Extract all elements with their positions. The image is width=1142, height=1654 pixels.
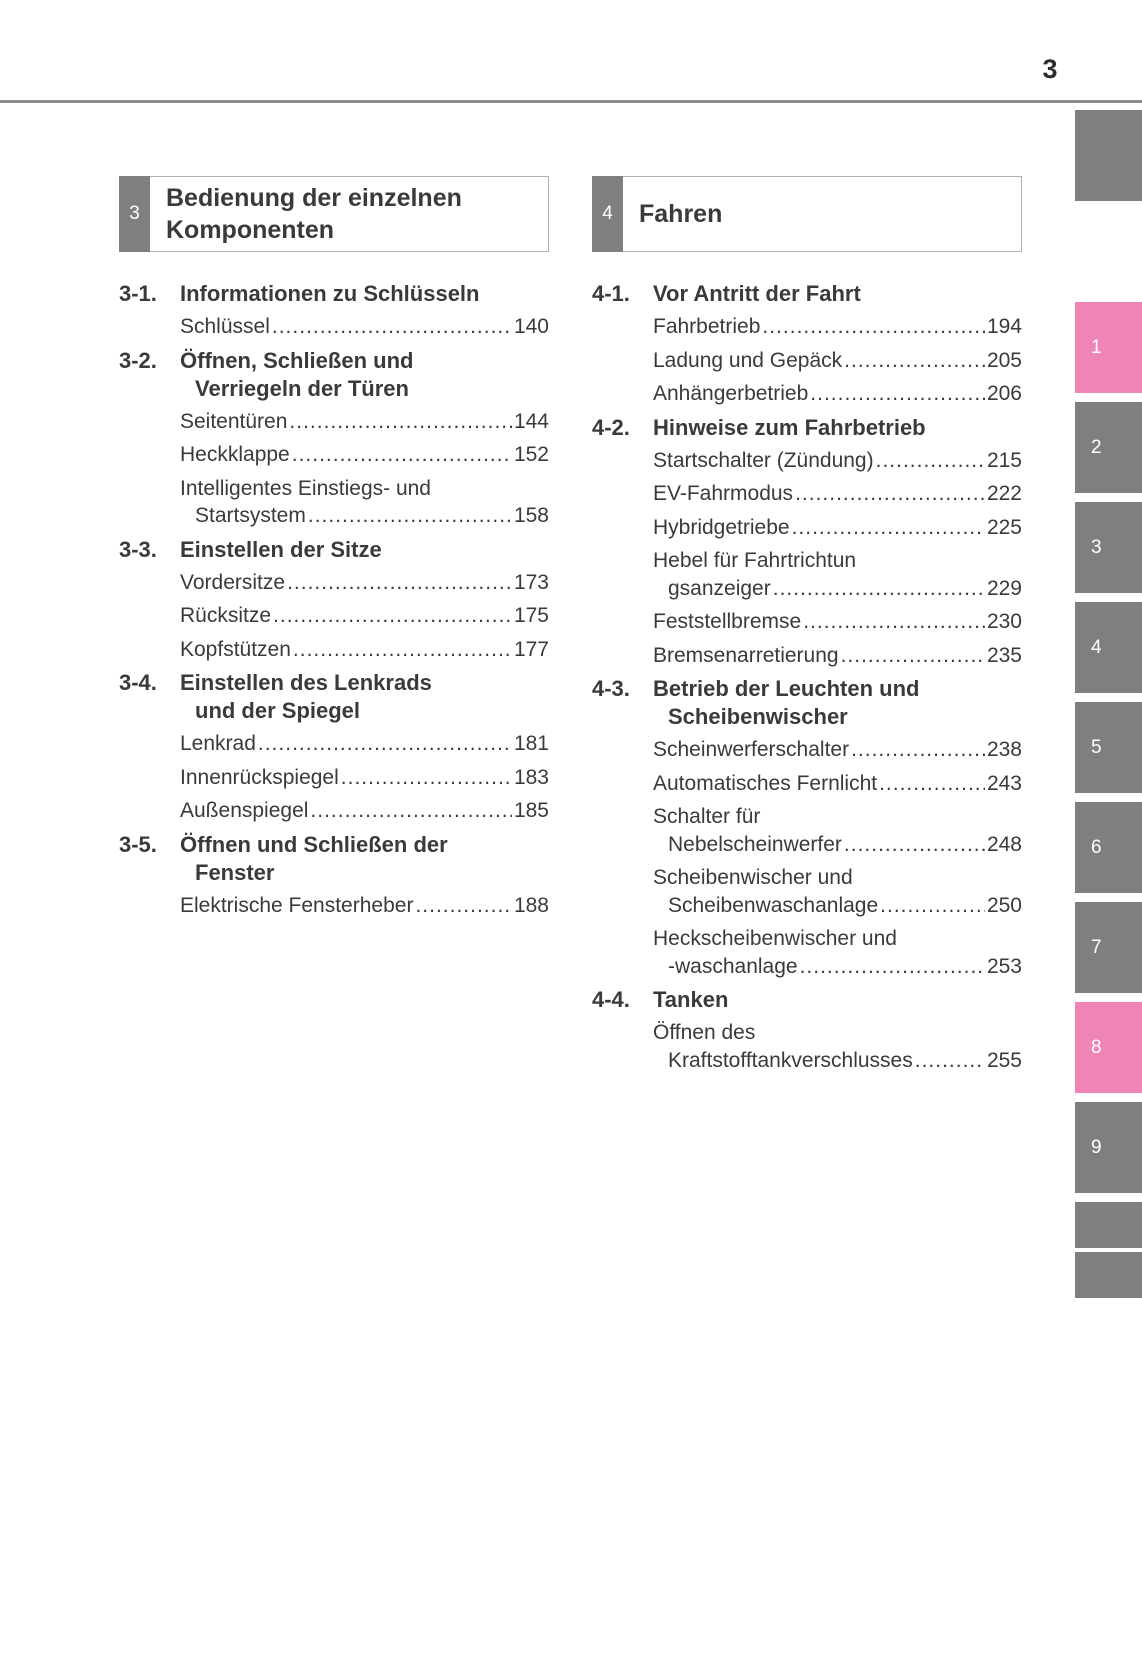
tab-label: 8 — [1091, 1036, 1102, 1058]
toc-entry[interactable] — [653, 925, 1022, 980]
tab-label: 1 — [1091, 336, 1102, 358]
dot-leader — [293, 636, 512, 664]
toc-entry[interactable] — [180, 797, 549, 825]
toc-entry[interactable] — [653, 480, 1022, 508]
toc-entry[interactable] — [653, 770, 1022, 798]
chapter-tab-blank[interactable] — [1075, 1252, 1142, 1298]
entry-page-number: 230 — [986, 610, 1022, 633]
entry-text: Rücksitze — [180, 604, 272, 627]
toc-entry[interactable] — [180, 569, 549, 597]
section-number: 4-3. — [592, 676, 630, 701]
entry-page-number: 158 — [513, 504, 549, 527]
toc-entry[interactable] — [653, 1019, 1022, 1074]
chapter-tab-8[interactable] — [1075, 1002, 1142, 1093]
entry-text: Außenspiegel — [180, 799, 309, 822]
chapter-tab-4[interactable] — [1075, 602, 1142, 693]
section-title-line: Einstellen des Lenkrads — [180, 670, 432, 695]
entry-text: Nebelscheinwerfer — [668, 832, 842, 856]
chapter-column-3 — [119, 176, 549, 925]
entry-page-number: 185 — [513, 799, 549, 822]
chapter-title: Bedienung der einzelnen Komponenten — [166, 184, 462, 244]
section-heading[interactable] — [119, 347, 549, 403]
entry-text: Kopfstützen — [180, 637, 291, 661]
toc-entry[interactable] — [653, 608, 1022, 636]
entry-text-line: Intelligentes Einstiegs- und — [180, 476, 431, 500]
dot-leader — [415, 892, 512, 920]
entry-text: gsanzeiger — [668, 576, 771, 600]
chapter-title: Fahren — [639, 200, 723, 228]
dot-leader — [795, 480, 985, 508]
section-heading[interactable] — [592, 675, 1022, 731]
toc-entry[interactable] — [180, 475, 549, 530]
toc-entry[interactable] — [180, 602, 549, 630]
entry-text-line: Schalter für — [653, 805, 761, 828]
dot-leader — [308, 502, 512, 530]
entry-text: Bremsenarretierung — [653, 643, 839, 667]
dot-leader — [792, 514, 985, 542]
chapter-header — [592, 176, 1022, 252]
dot-leader — [287, 569, 512, 597]
dot-leader — [851, 736, 985, 764]
section-title — [180, 536, 549, 564]
dot-leader — [292, 441, 512, 469]
entry-page-number: 225 — [986, 515, 1022, 539]
dot-leader — [915, 1047, 985, 1075]
toc-entry[interactable] — [653, 642, 1022, 670]
entry-text-line: Heckscheibenwischer und — [653, 927, 897, 950]
toc-section — [119, 280, 549, 341]
dot-leader — [341, 764, 512, 792]
entry-text: Seitentüren — [180, 409, 288, 433]
section-title — [653, 280, 1022, 308]
dot-leader — [258, 730, 512, 758]
dot-leader — [880, 892, 985, 920]
tab-label: 6 — [1091, 836, 1102, 858]
entry-page-number: 222 — [986, 482, 1022, 505]
dot-leader — [272, 313, 512, 341]
top-rule — [0, 100, 1142, 103]
entry-text: Scheinwerferschalter — [653, 738, 850, 761]
entry-page-number: 235 — [986, 643, 1022, 667]
section-number: 4-2. — [592, 414, 630, 440]
section-title-line: Informationen zu Schlüsseln — [180, 281, 480, 306]
entry-page-number: 248 — [986, 832, 1022, 856]
dot-leader — [762, 313, 985, 341]
entry-page-number: 181 — [513, 732, 549, 755]
section-title — [653, 414, 1022, 442]
toc-entry[interactable] — [180, 764, 549, 792]
dot-leader — [844, 831, 985, 859]
chapter-tab-3[interactable] — [1075, 502, 1142, 593]
entry-page-number: 152 — [513, 443, 549, 466]
section-title-continuation: Scheibenwischer — [668, 704, 848, 729]
section-title — [180, 831, 549, 887]
section-number: 3-3. — [119, 536, 157, 562]
entry-page-number: 206 — [986, 382, 1022, 405]
section-number: 3-2. — [119, 347, 157, 373]
dot-leader — [800, 953, 985, 981]
chapter-number-badge: 3 — [119, 176, 150, 252]
entry-text-line: Scheibenwischer und — [653, 866, 853, 889]
section-number: 4-1. — [592, 281, 630, 306]
section-title-continuation: Fenster — [195, 859, 275, 885]
entry-text: Schlüssel — [180, 315, 270, 338]
entry-text: Kraftstofftankverschlusses — [668, 1048, 913, 1072]
section-heading[interactable] — [592, 414, 1022, 442]
toc-entry[interactable] — [653, 736, 1022, 764]
section-title-line: Tanken — [653, 987, 729, 1012]
entry-page-number: 255 — [986, 1048, 1022, 1072]
entry-text-line: Öffnen des — [653, 1021, 756, 1044]
chapter-tab-1[interactable] — [1075, 302, 1142, 393]
chapter-tab-9[interactable] — [1075, 1102, 1142, 1193]
entry-text: Hybridgetriebe — [653, 515, 790, 539]
entry-text: Ladung und Gepäck — [653, 348, 843, 372]
entry-text: -waschanlage — [668, 954, 798, 978]
toc-entry[interactable] — [653, 447, 1022, 475]
dot-leader — [310, 797, 512, 825]
entry-page-number: 183 — [513, 765, 549, 789]
entry-text: Automatisches Fernlicht — [653, 771, 878, 795]
entry-text: Anhängerbetrieb — [653, 382, 809, 405]
entry-text: Lenkrad — [180, 732, 256, 755]
entry-page-number: 205 — [986, 348, 1022, 372]
tab-label: 2 — [1091, 436, 1102, 458]
entry-text: Feststellbremse — [653, 610, 802, 633]
section-title-line: Vor Antritt der Fahrt — [653, 281, 861, 306]
section-title — [653, 986, 1022, 1014]
entry-text: EV-Fahrmodus — [653, 482, 794, 505]
toc-entry[interactable] — [653, 380, 1022, 408]
entry-page-number: 250 — [986, 893, 1022, 917]
toc-entry[interactable] — [180, 313, 549, 341]
section-heading[interactable] — [119, 669, 549, 725]
section-heading[interactable] — [119, 831, 549, 887]
toc-section — [592, 986, 1022, 1074]
section-number: 3-4. — [119, 670, 157, 695]
section-heading[interactable] — [592, 280, 1022, 308]
section-title-line: Öffnen und Schließen der — [180, 831, 448, 857]
chapter-tab-6[interactable] — [1075, 802, 1142, 893]
dot-leader — [289, 408, 512, 436]
toc-section — [592, 675, 1022, 980]
toc-entry[interactable] — [653, 864, 1022, 919]
toc-entry[interactable] — [653, 313, 1022, 341]
dot-leader — [844, 347, 985, 375]
entry-page-number: 177 — [513, 637, 549, 661]
chapter-column-4 — [592, 176, 1022, 1080]
section-title — [653, 675, 1022, 731]
toc-section — [119, 831, 549, 920]
entry-page-number: 175 — [513, 604, 549, 627]
chapter-tab-blank[interactable] — [1075, 110, 1142, 201]
tab-label: 3 — [1091, 536, 1102, 558]
toc-entry[interactable] — [653, 547, 1022, 602]
entry-page-number: 253 — [986, 954, 1022, 978]
toc-entry[interactable] — [180, 730, 549, 758]
section-title-line: Öffnen, Schließen und — [180, 347, 414, 373]
toc-section — [592, 280, 1022, 408]
section-number: 3-5. — [119, 831, 157, 857]
entry-page-number: 229 — [986, 576, 1022, 600]
chapter-tab-5[interactable] — [1075, 702, 1142, 793]
chapter-tab-7[interactable] — [1075, 902, 1142, 993]
tab-label: 4 — [1091, 636, 1102, 658]
table-of-contents — [592, 280, 1022, 1074]
dot-leader — [773, 575, 985, 603]
entry-text: Startsystem — [195, 504, 306, 527]
entry-page-number: 215 — [986, 448, 1022, 472]
toc-section — [119, 347, 549, 530]
toc-section — [592, 414, 1022, 670]
section-title-continuation: und der Spiegel — [195, 698, 361, 723]
page-number: 3 — [1042, 54, 1058, 84]
toc-entry[interactable] — [180, 892, 549, 920]
section-title-line: Hinweise zum Fahrbetrieb — [653, 414, 926, 440]
toc-entry[interactable] — [653, 514, 1022, 542]
entry-text: Startschalter (Zündung) — [653, 448, 874, 472]
chapter-header — [119, 176, 549, 252]
dot-leader — [810, 380, 985, 408]
tab-label: 5 — [1091, 736, 1102, 758]
tab-label: 7 — [1091, 936, 1102, 958]
section-number: 4-4. — [592, 987, 630, 1012]
toc-entry[interactable] — [180, 636, 549, 664]
entry-page-number: 243 — [986, 771, 1022, 795]
dot-leader — [876, 447, 985, 475]
entry-text: Fahrbetrieb — [653, 315, 761, 338]
entry-text-line: Hebel für Fahrtrichtun — [653, 549, 857, 572]
toc-section — [119, 536, 549, 664]
entry-text: Vordersitze — [180, 570, 286, 594]
chapter-tab-blank[interactable] — [1075, 1202, 1142, 1248]
dot-leader — [803, 608, 985, 636]
section-title-line: Betrieb der Leuchten und — [653, 676, 920, 701]
chapter-tab-2[interactable] — [1075, 402, 1142, 493]
entry-page-number: 144 — [513, 409, 549, 433]
toc-section — [119, 669, 549, 825]
tab-label: 9 — [1091, 1136, 1102, 1158]
section-title — [180, 347, 549, 403]
entry-page-number: 188 — [513, 893, 549, 917]
entry-page-number: 194 — [986, 315, 1022, 338]
chapter-number-badge: 4 — [592, 176, 623, 252]
section-title-continuation: Verriegeln der Türen — [195, 375, 409, 401]
section-title — [180, 669, 549, 725]
entry-page-number: 173 — [513, 570, 549, 594]
section-number: 3-1. — [119, 281, 157, 306]
toc-entry[interactable] — [653, 803, 1022, 858]
toc-entry[interactable] — [180, 408, 549, 436]
dot-leader — [879, 770, 985, 798]
section-heading[interactable] — [119, 280, 549, 308]
section-heading[interactable] — [592, 986, 1022, 1014]
toc-entry[interactable] — [653, 347, 1022, 375]
entry-text: Heckklappe — [180, 443, 290, 466]
section-heading[interactable] — [119, 536, 549, 564]
entry-page-number: 140 — [513, 315, 549, 338]
dot-leader — [841, 642, 985, 670]
toc-entry[interactable] — [180, 441, 549, 469]
entry-text: Elektrische Fensterheber — [180, 893, 414, 917]
section-title — [180, 280, 549, 308]
entry-page-number: 238 — [986, 738, 1022, 761]
entry-text: Scheibenwaschanlage — [668, 893, 879, 917]
dot-leader — [273, 602, 512, 630]
entry-text: Innenrückspiegel — [180, 765, 339, 789]
section-title-line: Einstellen der Sitze — [180, 536, 382, 562]
table-of-contents — [119, 280, 549, 919]
